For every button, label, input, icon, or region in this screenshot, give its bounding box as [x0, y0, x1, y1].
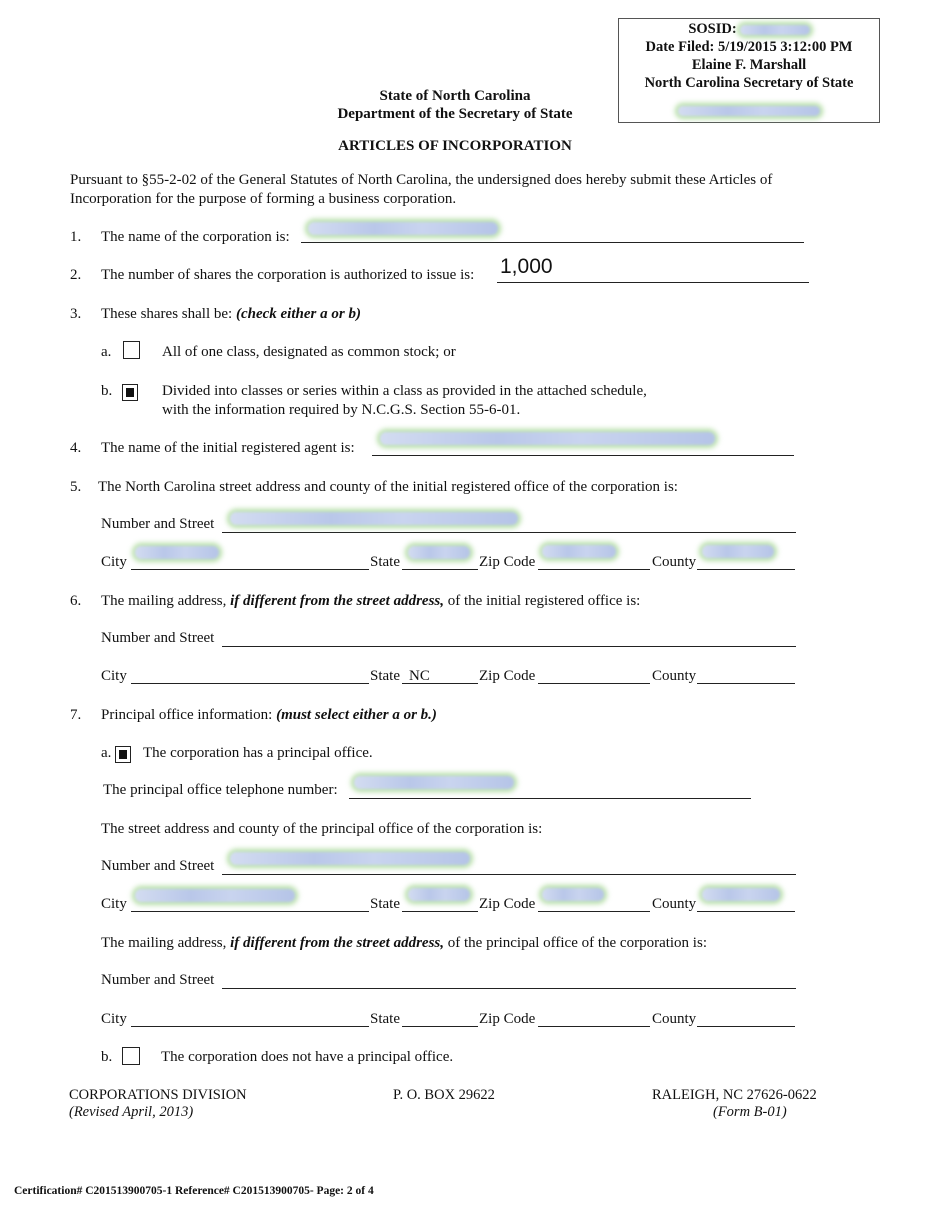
item-5-number: 5.	[70, 479, 82, 495]
option-3b-checkbox[interactable]	[122, 384, 138, 401]
registered-mailing-city-label: City	[101, 668, 127, 684]
intro-line-2: Incorporation for the purpose of forming a business corporation.	[70, 191, 457, 207]
corporation-name-field[interactable]	[301, 242, 804, 243]
redacted-registered-street	[230, 512, 518, 525]
principal-mailing-state-field[interactable]	[402, 1026, 478, 1027]
redacted-registered-state	[408, 546, 470, 559]
redacted-registered-city	[135, 546, 219, 559]
registered-mailing-street-field[interactable]	[222, 646, 796, 647]
principal-city-label: City	[101, 896, 127, 912]
footer-form-number: (Form B-01)	[713, 1104, 787, 1120]
principal-mailing-label-pre: The mailing address,	[101, 935, 227, 951]
registered-mailing-county-field[interactable]	[697, 683, 795, 684]
principal-mailing-zip-label: Zip Code	[479, 1011, 536, 1027]
page-title: ARTICLES OF INCORPORATION	[338, 138, 572, 154]
option-7a-letter: a.	[101, 745, 112, 761]
filing-stamp	[618, 18, 880, 123]
item-1-label: The name of the corporation is:	[101, 229, 290, 245]
item-3-number: 3.	[70, 306, 82, 322]
registered-agent-field[interactable]	[372, 455, 794, 456]
item-4-label: The name of the initial registered agent is:	[101, 440, 355, 456]
item-2-number: 2.	[70, 267, 82, 283]
date-filed: Date Filed: 5/19/2015 3:12:00 PM	[645, 39, 853, 55]
principal-county-field[interactable]	[697, 911, 795, 912]
redacted-corporation-name	[308, 222, 498, 235]
item-6-number: 6.	[70, 593, 82, 609]
officer-name: Elaine F. Marshall	[691, 57, 807, 73]
registered-mailing-city-field[interactable]	[131, 683, 369, 684]
item-3-label	[101, 306, 361, 323]
redacted-principal-phone	[354, 776, 514, 789]
intro-line-1: Pursuant to §55-2-02 of the General Statutes of North Carolina, the undersigned does hereby submit these Articles of	[70, 172, 773, 188]
redacted-stamp-id	[678, 106, 820, 116]
item-3-label-text: These shares shall be:	[101, 306, 233, 322]
redacted-registered-zip	[542, 545, 616, 558]
principal-mailing-county-field[interactable]	[697, 1026, 795, 1027]
registered-office-zip-label: Zip Code	[479, 554, 536, 570]
authorized-shares-field[interactable]	[497, 282, 809, 283]
item-7-label-text: Principal office information:	[101, 707, 273, 723]
principal-city-field[interactable]	[131, 911, 369, 912]
registered-office-city-label: City	[101, 554, 127, 570]
principal-mailing-street-label: Number and Street	[101, 972, 215, 988]
option-3a-checkbox[interactable]	[123, 341, 140, 359]
redacted-principal-city	[135, 889, 295, 902]
principal-mailing-zip-field[interactable]	[538, 1026, 650, 1027]
redacted-sosid	[740, 25, 810, 35]
option-3b-letter: b.	[101, 383, 113, 399]
principal-mailing-label	[101, 935, 707, 952]
principal-phone-label: The principal office telephone number:	[103, 782, 338, 798]
department-heading: Department of the Secretary of State	[337, 106, 573, 122]
principal-mailing-label-post: of the principal office of the corporation is:	[447, 935, 707, 951]
redacted-principal-county	[702, 888, 780, 901]
redacted-registered-county	[702, 545, 774, 558]
option-7a-text: The corporation has a principal office.	[143, 745, 373, 761]
registered-office-county-label: County	[652, 554, 697, 570]
authorized-shares-value: 1,000	[500, 255, 553, 278]
option-3a-letter: a.	[101, 344, 112, 360]
redacted-principal-state	[408, 888, 470, 901]
redacted-principal-zip	[542, 888, 604, 901]
option-7a-checkbox[interactable]	[115, 746, 131, 763]
sosid-row	[619, 20, 879, 38]
item-2-label: The number of shares the corporation is authorized to issue is:	[101, 267, 475, 283]
registered-office-state-field[interactable]	[402, 569, 478, 570]
option-7b-letter: b.	[101, 1049, 113, 1065]
option-3b-text-line-1: Divided into classes or series within a class as provided in the attached schedule,	[162, 383, 647, 399]
item-6-label	[101, 593, 640, 610]
item-7-label	[101, 707, 437, 724]
redacted-stamp-row	[619, 101, 879, 119]
principal-phone-field[interactable]	[349, 798, 751, 799]
item-7-instruction: (must select either a or b.)	[276, 707, 437, 723]
footer-city: RALEIGH, NC 27626-0622	[652, 1087, 817, 1103]
principal-mailing-state-label: State	[370, 1011, 400, 1027]
footer-revised: (Revised April, 2013)	[69, 1104, 194, 1120]
sosid-label: SOSID:	[688, 21, 737, 37]
principal-mailing-street-field[interactable]	[222, 988, 796, 989]
principal-street-field[interactable]	[222, 874, 796, 875]
principal-street-county-label: The street address and county of the principal office of the corporation is:	[101, 821, 543, 837]
principal-mailing-label-emphasis: if different from the street address,	[230, 935, 445, 951]
registered-mailing-county-label: County	[652, 668, 697, 684]
item-4-number: 4.	[70, 440, 82, 456]
redacted-principal-street	[230, 852, 470, 865]
registered-mailing-zip-field[interactable]	[538, 683, 650, 684]
registered-mailing-street-label: Number and Street	[101, 630, 215, 646]
principal-county-label: County	[652, 896, 697, 912]
option-3b-text-line-2: with the information required by N.C.G.S. Section 55-6-01.	[162, 402, 521, 418]
footer-division: CORPORATIONS DIVISION	[69, 1087, 247, 1103]
registered-mailing-zip-label: Zip Code	[479, 668, 536, 684]
principal-zip-field[interactable]	[538, 911, 650, 912]
principal-state-field[interactable]	[402, 911, 478, 912]
item-3-instruction: (check either a or b)	[235, 306, 361, 322]
principal-mailing-county-label: County	[652, 1011, 697, 1027]
option-7b-checkbox[interactable]	[122, 1047, 140, 1065]
item-1-number: 1.	[70, 229, 82, 245]
registered-mailing-state-value: NC	[409, 668, 430, 684]
item-6-label-post: of the initial registered office is:	[447, 593, 641, 609]
registered-mailing-state-label: State	[370, 668, 400, 684]
principal-mailing-city-field[interactable]	[131, 1026, 369, 1027]
registered-office-zip-field[interactable]	[538, 569, 650, 570]
option-3a-text: All of one class, designated as common stock; or	[162, 344, 456, 360]
option-7b-text: The corporation does not have a principal office.	[161, 1049, 454, 1065]
registered-office-city-field[interactable]	[131, 569, 369, 570]
state-heading: State of North Carolina	[379, 88, 531, 104]
office-name: North Carolina Secretary of State	[644, 75, 854, 91]
principal-zip-label: Zip Code	[479, 896, 536, 912]
redacted-registered-agent	[380, 432, 715, 445]
item-6-label-emphasis: if different from the street address,	[230, 593, 445, 609]
item-7-number: 7.	[70, 707, 82, 723]
registered-office-state-label: State	[370, 554, 400, 570]
item-5-label: The North Carolina street address and county of the initial registered office of the corporation is:	[98, 479, 678, 495]
principal-mailing-city-label: City	[101, 1011, 127, 1027]
registered-office-street-label: Number and Street	[101, 516, 215, 532]
registered-office-county-field[interactable]	[697, 569, 795, 570]
principal-street-label: Number and Street	[101, 858, 215, 874]
registered-office-street-field[interactable]	[222, 532, 796, 533]
certification-line: Certification# C201513900705-1 Reference# C201513900705- Page: 2 of 4	[14, 1185, 374, 1197]
principal-state-label: State	[370, 896, 400, 912]
item-6-label-pre: The mailing address,	[101, 593, 227, 609]
footer-pobox: P. O. BOX 29622	[393, 1087, 495, 1103]
